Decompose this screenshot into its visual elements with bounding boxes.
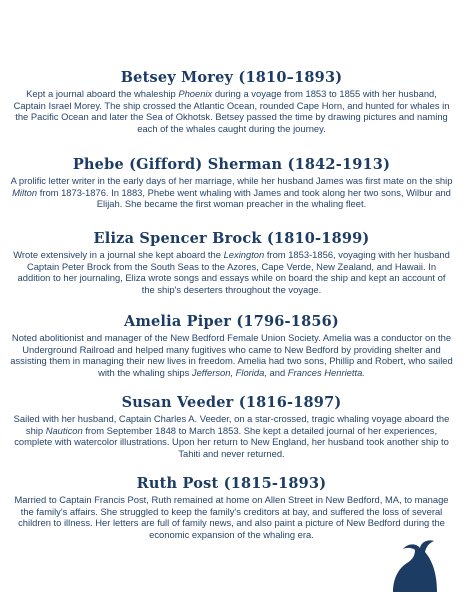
- bio-text: during a voyage from 1853 to 1855 with her husband, Captain Israel Morey. The ship crossed the Atlantic Ocean, rounded Cape Horn, and hunted for whales in the Pacific Ocean and later the Sea of Okhotsk. Betsey passed the time by drawing pictures and naming each of the whales caught during the journey.: [13, 88, 450, 134]
- entry-susan-veeder: [10, 393, 453, 459]
- entry-name: Ruth Post (1815-1893): [136, 475, 327, 492]
- ship-name: Frances Henrietta.: [287, 366, 365, 378]
- ship-name: Milton: [12, 186, 38, 198]
- ship-name: Jefferson, Florida,: [191, 366, 267, 378]
- bio-text: from 1853-1856, voyaging with her husband Captain Peter Brock from the South Seas to the Azores, Cape Verde, New Zealand, and Hawaii. In addition to her journaling, Eliza wrote songs and essays while on board the ship and kept an account of the ship's deserters throughout the voyage.: [17, 249, 450, 295]
- whale-tail-shape: [393, 540, 437, 592]
- entry-name: Amelia Piper (1796-1856): [124, 313, 339, 330]
- bio-text: Wrote extensively in a journal she kept aboard the: [13, 249, 224, 260]
- bio-text: Kept a journal aboard the whaleship: [26, 88, 179, 99]
- whale-tail-icon: [387, 538, 447, 593]
- entry-bio: [10, 413, 453, 459]
- bio-text: Noted abolitionist and manager of the New Bedford Female Union Society. Amelia was a conductor on the Underground Railroad and helped many fugitives who came to New Bedford by providing shelter and assisting them in managing their new lives in freedom. Amelia had two sons, Phillip and Robert, who sailed with the whaling ships: [10, 332, 453, 378]
- bio-text: and: [266, 366, 288, 378]
- bio-text: from 1873-1876. In 1883, Phebe went whaling with James and took along her two sons, Wilbur and Elijah. She became the first woman preacher in the whaling fleet.: [37, 186, 451, 210]
- entry-bio: [10, 249, 453, 295]
- entry-name: Betsey Morey (1810–1893): [120, 69, 343, 86]
- bio-text: Sailed with her husband, Captain Charles A. Veeder, on a star-crossed, tragic whaling voyage aboard the ship: [13, 413, 450, 436]
- ship-name: Lexington: [223, 249, 265, 260]
- entry-ruth-post: [10, 474, 453, 540]
- entry-eliza-brock: [10, 229, 453, 295]
- ship-name: Phoenix: [178, 88, 213, 99]
- entry-bio: [10, 88, 453, 134]
- entry-bio: [10, 175, 453, 210]
- entry-betsey-morey: [10, 68, 453, 134]
- entry-name: Susan Veeder (1816-1897): [121, 394, 342, 411]
- entry-name: Phebe (Gifford) Sherman (1842-1913): [72, 156, 391, 173]
- bio-text: from September 1848 to March 1853. She kept a detailed journal of her experiences, complete with watercolor illustrations. Upon her return to New England, her husband took another ship to Tahiti and never returned.: [14, 424, 449, 459]
- entry-bio: [10, 332, 453, 378]
- ship-name: Nauticon: [45, 424, 83, 436]
- entry-name: Eliza Spencer Brock (1810-1899): [93, 230, 370, 247]
- entry-amelia-piper: [10, 312, 453, 378]
- bio-text: Married to Captain Francis Post, Ruth remained at home on Allen Street in New Bedford, MA, to manage the family's affairs. She struggled to keep the family's creditors at bay, and suffered the loss of several children to illness. Her letters are full of family news, and also paint a picture of New Bedford during the economic expansion of the whaling era.: [14, 494, 449, 540]
- entry-phebe-sherman: [10, 155, 453, 210]
- bio-text: A prolific letter writer in the early days of her marriage, while her husband James was first mate on the ship: [10, 175, 453, 186]
- entry-bio: [10, 494, 453, 540]
